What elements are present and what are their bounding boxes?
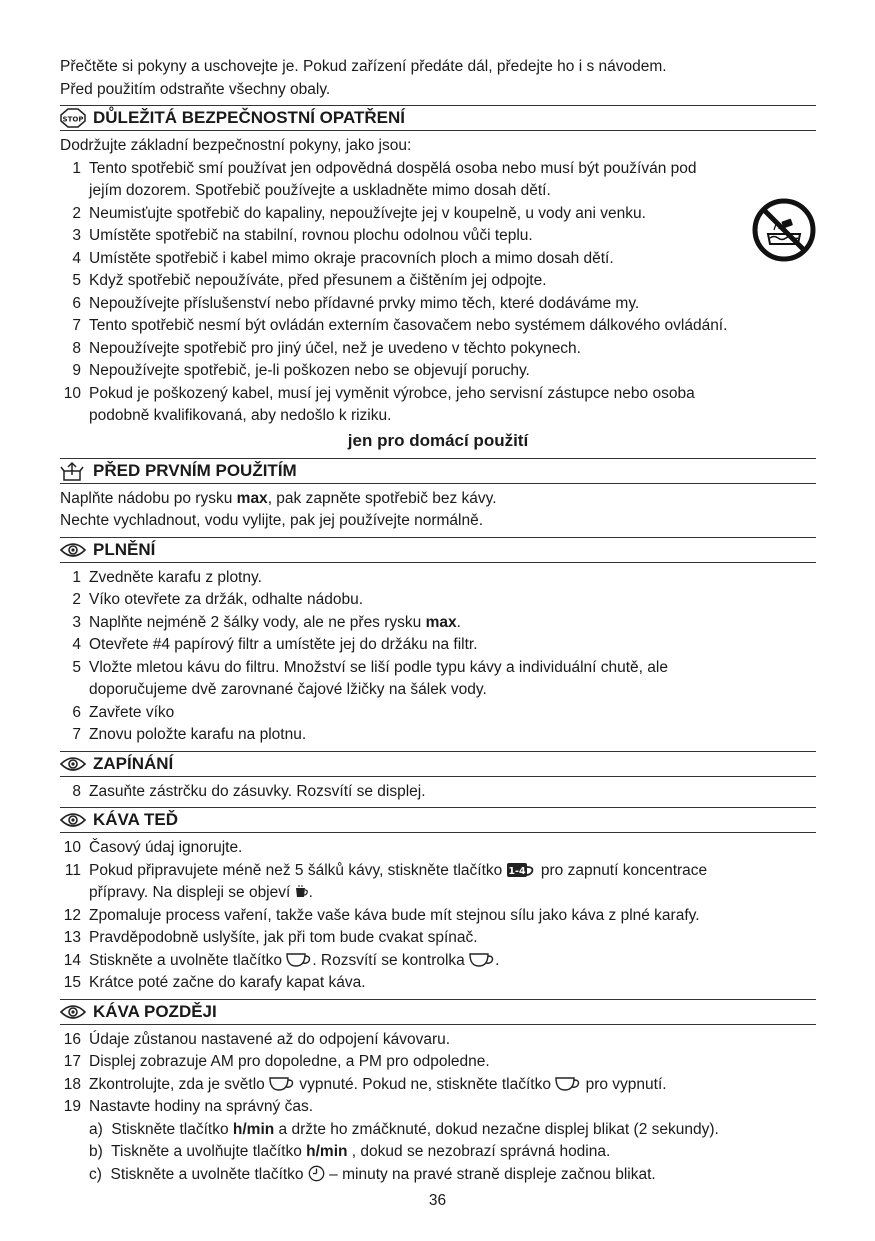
list-item: 1 Tento spotřebič smí používat jen odpovědná dospělá osoba nebo musí být používán pod jejím dozorem. Spotřebič používejte a uskladněte mimo dosah dětí. [72, 159, 697, 199]
sub-item-a: a) Stiskněte tlačítko h/min a držte ho zmáčknuté, dokud nezačne displej blikat (2 sekundy). [89, 1120, 719, 1138]
unpack-box-icon [60, 461, 90, 481]
list-item: 3 Naplňte nejméně 2 šálky vody, ale ne přes rysku max. [72, 613, 461, 631]
switch-on-heading [60, 751, 816, 777]
list-item: 8 Nepoužívejte spotřebič pro jiný účel, než je uvedeno v těchto pokynech. [72, 339, 581, 357]
list-item: 10 Časový údaj ignorujte. [63, 839, 243, 856]
list-item: 5 Když spotřebič nepoužíváte, před přesunem a čištěním jej odpojte. [72, 272, 547, 289]
safety-title: DŮLEŽITÁ BEZPEČNOSTNÍ OPATŘENÍ [93, 108, 405, 127]
list-item: 3 Umístěte spotřebič na stabilní, rovnou plochu odolnou vůči teplu. [72, 227, 533, 244]
eye-icon [60, 811, 90, 829]
first-use-heading [60, 458, 816, 484]
filling-list [60, 567, 816, 747]
page-number: 36 [428, 1192, 447, 1209]
filling-heading [60, 537, 816, 563]
intro-line-2: Před použitím odstraňte všechny obaly. [60, 80, 331, 98]
manual-page [60, 56, 816, 1186]
list-item: 8 Zasuňte zástrčku do zásuvky. Rozsvítí se displej. [72, 782, 426, 800]
list-item: 4 Umístěte spotřebič i kabel mimo okraje pracovních ploch a mimo dosah dětí. [72, 249, 614, 267]
list-item: 18 Zkontrolujte, zda je světlo vypnuté. Pokud ne, stiskněte tlačítko pro vypnutí. [63, 1075, 667, 1093]
cup-indicator-icon [469, 952, 495, 968]
list-item: 7 Tento spotřebič nesmí být ovládán externím časovačem nebo systémem dálkového ovládání. [72, 317, 728, 334]
list-item: 15 Krátce poté začne do karafy kapat káva. [63, 974, 366, 991]
switch-on-list [60, 781, 816, 804]
list-item: 6 Nepoužívejte příslušenství nebo přídavné prvky mimo těch, které dodáváme my. [72, 294, 640, 312]
intro-line-1: Přečtěte si pokyny a uschovejte je. Pokud zařízení předáte dál, předejte ho i s návodem. [60, 58, 667, 75]
list-item: 16 Údaje zůstanou nastavené až do odpojení kávovaru. [63, 1030, 451, 1048]
stop-icon [60, 108, 90, 128]
clock-icon [308, 1165, 325, 1182]
eye-icon [60, 541, 90, 559]
list-item: 9 Nepoužívejte spotřebič, je-li poškozen nebo se objevují poruchy. [72, 362, 530, 379]
sub-item-c: c) Stiskněte a uvolněte tlačítko – minuty na pravé straně displeje začnou blikat. [89, 1165, 656, 1183]
first-use-title: PŘED PRVNÍM POUŽITÍM [93, 460, 297, 480]
coffee-now-list [60, 837, 816, 995]
safety-list [60, 158, 816, 428]
list-item: 5 Vložte mletou kávu do filtru. Množství se liší podle typu kávy a individuální chutě, ale doporučujeme dvě zarovnané čajové lžičky na šálek vody. [72, 658, 668, 698]
coffee-later-heading [60, 999, 816, 1025]
coffee-now-title: KÁVA TEĎ [93, 810, 178, 829]
no-water-bath-icon [752, 198, 816, 262]
list-item: 6 Zavřete víko [72, 703, 175, 721]
list-item: 19 Nastavte hodiny na správný čas. [63, 1098, 314, 1115]
list-item: 2 Víko otevřete za držák, odhalte nádobu. [72, 591, 364, 608]
strength-1-4-icon [507, 862, 537, 878]
sub-item-b: b) Tiskněte a uvolňujte tlačítko h/min , dokud se nezobrazí správná hodina. [89, 1143, 611, 1160]
coffee-now-heading [60, 807, 816, 833]
switch-on-title: ZAPÍNÁNÍ [93, 753, 174, 773]
list-item: 2 Neumisťujte spotřebič do kapaliny, nepoužívejte jej v koupelně, u vody ani venku. [72, 204, 646, 222]
small-cup-indicator-icon [295, 884, 309, 900]
coffee-later-title: KÁVA POZDĚJI [93, 1001, 217, 1021]
list-item: 1 Zvedněte karafu z plotny. [72, 568, 262, 586]
list-item: 14 Stiskněte a uvolněte tlačítko . Rozsvítí se kontrolka . [63, 951, 500, 969]
cup-button-icon [555, 1076, 581, 1092]
domestic-use-note: jen pro domácí použití [347, 430, 529, 450]
svg-text:1-4: 1-4 [507, 865, 526, 877]
first-use-line-1: Naplňte nádobu po rysku max, pak zapněte spotřebič bez kávy. [60, 489, 497, 507]
list-item: 17 Displej zobrazuje AM pro dopoledne, a PM pro odpoledne. [63, 1053, 490, 1070]
eye-icon [60, 1003, 90, 1021]
eye-icon [60, 755, 90, 773]
svg-text:STOP: STOP [62, 115, 84, 124]
safety-lead: Dodržujte základní bezpečnostní pokyny, jako jsou: [60, 137, 412, 154]
list-item: 7 Znovu položte karafu na plotnu. [72, 726, 307, 743]
first-use-line-2: Nechte vychladnout, vodu vylijte, pak jej používejte normálně. [60, 512, 484, 529]
safety-heading [60, 105, 816, 131]
filling-title: PLNĚNÍ [93, 539, 156, 559]
cup-button-icon [286, 952, 312, 968]
list-item: 10 Pokud je poškozený kabel, musí jej vyměnit výrobce, jeho servisní zástupce nebo osoba podobně kvalifikovaná, aby nedošlo k riziku. [63, 384, 695, 424]
coffee-later-list [60, 1029, 816, 1187]
list-item: 11 Pokud připravujete méně než 5 šálků kávy, stiskněte tlačítko 1-4 pro zapnutí koncentrace přípravy. Na displeji se objeví . [64, 861, 708, 901]
list-item: 4 Otevřete #4 papírový filtr a umístěte jej do držáku na filtr. [72, 636, 478, 653]
list-item: 13 Pravděpodobně uslyšíte, jak při tom bude cvakat spínač. [63, 929, 478, 946]
cup-light-icon [269, 1076, 295, 1092]
list-item: 12 Zpomaluje process vaření, takže vaše káva bude mít stejnou sílu jako káva z plné karafy. [63, 906, 700, 924]
